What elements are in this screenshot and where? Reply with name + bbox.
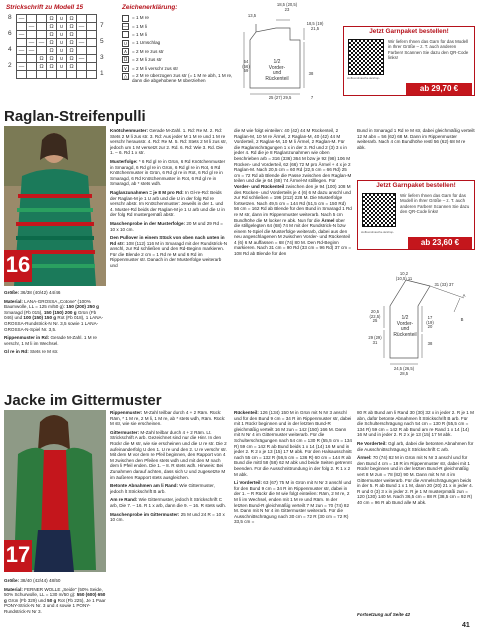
label: Re Vorderteil: <box>357 440 387 446</box>
legend-item <box>122 14 237 22</box>
chart-cell: ∪ <box>57 23 67 31</box>
legend-item <box>122 64 237 72</box>
chart-row-5: 5 <box>100 38 104 45</box>
label: Ärmel <box>321 217 335 223</box>
chart-cell <box>37 47 47 55</box>
price-badge-1[interactable]: ab 29,70 € <box>406 83 472 95</box>
chart-cell: Ω <box>67 23 77 31</box>
legend-symbol <box>122 31 129 38</box>
chart-cell <box>37 31 47 39</box>
text: 126 (134) 150 M in Grün mit N Nr 3 anschl und für den Bund 9 cm = 34 R im Rippenmuster str, dabei mit 1 Rückr beginnen und in der letzten Bund-R gleichmäßig verteilt 16 M zun = 142 (150) 166 M. Dann mit N Nr 4 im Gittermuster weiterarb. Für die Schulterschrägungen nach 54 cm = 130 R (55,5 cm = 134 R) 59 cm = 142 R ab Bund beids 1 x 14 (14) 16 M und in jeder 2. R 2 x je 13 (15) 17 M abk. Für den Halsausschnitt nach 55 cm = 132 R (56,5 cm = 136 R) 60 cm = 144 R ab Bund die mittl 58 (58) 62 M abk und beide Seiten getrennt beenden. Für die Ausschnittrundung in der folg 2. R 1 x 2 M abk. <box>234 410 352 477</box>
chart-cell <box>77 31 87 39</box>
chart-cell <box>17 23 27 31</box>
model16-heading: Raglan-Streifenpulli <box>4 108 146 125</box>
text: * 6 Rd gl re in Grün, 6 Rd Knötchenmuster in Smaragd, 6 Rd gl re in Grün, 6 Rd gl re in Rot, 6 Rd Knötchenmuster in Grün, 6 Rd gl re in Rot, 6 Rd gl re in Smaragd, 6 Rd Knötchenmuster in Rot, 6 Rd gl re in Smaragd, ab * stets wdh. <box>110 158 226 187</box>
schem2-side-l: 20,5 (22,5) 25 <box>369 309 381 324</box>
chart-cell: Ω <box>67 55 77 63</box>
model16-col3 <box>234 128 352 390</box>
model17-col4 <box>357 410 475 610</box>
order-text-2: Wir liefern Ihnen das Garn für das Modell in Ihrer Größe – z. T. auch anderen Farben! Scannen Sie dazu den QR-Code links! <box>400 193 470 214</box>
chart-cell <box>87 39 97 47</box>
label: Rückenteil: <box>234 410 259 415</box>
chart-row-1: 1 <box>100 70 104 77</box>
chart-cell: — <box>77 23 87 31</box>
chart-cell <box>27 63 37 71</box>
chart-cell: Ω <box>47 47 57 55</box>
chart-cell <box>77 15 87 23</box>
paragraph <box>110 235 228 269</box>
schem1-left-a: 13,5 <box>247 13 257 18</box>
schem1-center: 1/2 Vorder- und Rückenteil <box>265 59 289 82</box>
chart-cell: Ω <box>67 31 77 39</box>
paragraph <box>110 190 228 218</box>
label: Gittermuster: <box>110 429 140 435</box>
schem1-side-l: 54 (56) 59 <box>242 59 250 74</box>
text: die M wie folgt einteilen: 40 (42) 44 M Rückenteil, 2 Raglan-M, 10 M re Ärmel, 2 Raglan-M, 40 (42) 44 M Vorderteil, 2 Raglan-M, 10 M li Ärmel, 2 Raglan-M. Für die Raglanschrägungen 1 x in der 3. Rd und 2 (3) 3 x in jeder 4. Rd die je 8 Raglanzunahmen wie oben beschrieben arb = 316 (336) 364 M bzw je 92 (98) 106 M Rücken- und Vorderteil, 62 (66) 72 M pro Ärmel + 4 x je 2 Raglan-M. Nach 20,5 cm = 60 Rd (22,5 cm = 66 Rd) 25 cm = 72 Rd ab Blende die Passe zwischen den Raglan-M teilen und die je 64 (68) 74 Ärmel-M stilllegen. Für <box>234 128 352 184</box>
price-badge-2[interactable]: ab 23,60 € <box>408 237 472 249</box>
chart-cell <box>67 71 77 79</box>
schem1-bottom: 25 (27) 29,5 <box>268 95 292 100</box>
text: LANA-GROSSA „Cotone“ (100% Baumwolle, LL = 125 m/50 g): <box>4 298 91 310</box>
text: Wie Gittermuster, jedoch lt Strickschrift B arb. <box>110 483 215 494</box>
chart-cell: — <box>77 55 87 63</box>
legend-symbol: ∧ <box>123 49 128 56</box>
schem2-top-l: 10,2 (10,5) 11 <box>395 271 413 281</box>
chart-cell: — <box>27 47 37 55</box>
text: zwischen den je 94 (100) 108 M des Rücken- und Vorderteils je 4 (6) 6 M dazu anschl und zur Rd schließen = 196 (212) 228 M. Die Musterfolge fortsetzen. Nach 49,5 cm = 144 Rd (51,5 cm = 150 Rd) 56 cm = 162 Rd ab Blende für den Bund in Smaragd 1 Rd re M str, dann im Rippenmuster weiterarb. Nach 5 cm Bundhöhe die M locker re abk. Nun für die <box>234 183 352 223</box>
chart-cell <box>27 15 37 23</box>
text: Rot (Fb 225), Je 1 Paar PONY-Strick-N Nr. 3 und 4 sowie 1 PONY-Rundstrick-N Nr 3. <box>4 597 106 614</box>
chart-cell: Ω <box>47 15 57 23</box>
paragraph <box>110 128 228 156</box>
chart-cell <box>27 55 37 63</box>
legend-item <box>122 22 237 30</box>
legend-symbol: △ <box>123 73 128 80</box>
paragraph <box>357 128 475 150</box>
text: 80 R ab Bund am li Rand 30 (30) 32 x in jeder 2. R je 1 M abn, dafür betonte Abnahmen lt Strickschrift B arb. Für die Schulterschrägung nach 54 cm = 130 R (55,5 cm = 134 R) 59 cm = 142 R ab Bund am re Rand 1 x 14 (14) 16 M und in jeder 2. R 2 x je 13 (15) 17 M abk. <box>357 410 474 438</box>
schem2-bottom: 24,5 (26,5) 28,5 <box>393 366 415 376</box>
schem1-right: 18,5 (19) 21,5 <box>306 21 324 31</box>
text: Smaragd (Fb 015), <box>4 309 44 315</box>
schem1-arrow: 7 <box>310 95 314 100</box>
label: 550 (600) 650 g <box>4 592 106 603</box>
legend-text: = 1 Umschlag <box>132 40 161 46</box>
paragraph <box>110 483 228 494</box>
chart-cell: Ω <box>47 31 57 39</box>
legend-text: = 2 M li verschr zus str <box>132 65 179 71</box>
text: 20 M und 29 Rd = 10 x 10 cm. <box>110 220 223 232</box>
chart-cell: — <box>17 15 27 23</box>
knitting-chart <box>16 14 97 79</box>
schem1-side-r: 38 <box>308 71 314 76</box>
continuation-note: Fortsetzung auf Seite 42 <box>357 612 411 617</box>
model17-heading: Jacke im Gittermuster <box>4 392 162 409</box>
chart-cell: — <box>17 63 27 71</box>
text: Gerade M-Zahl. 1 M re verschr, 1 M li im Wechsel. <box>4 335 97 346</box>
page-number: 41 <box>462 622 470 629</box>
paragraph <box>4 290 106 296</box>
chart-cell <box>37 23 47 31</box>
chart-cell: Ω <box>67 63 77 71</box>
paragraph <box>110 159 228 187</box>
chart-cell: Ω <box>47 39 57 47</box>
schem2-side-r-a: 17 (19) 20 <box>426 315 434 330</box>
paragraph <box>4 335 106 346</box>
text: 63 (67) 75 M in Grün mit N Nr 3 anschl und für den Bund 9 cm = 34 R im Rippenmuster str, dabei in der 1. – R Rückr die M wie folgt einteilen: Räm, 2 M re, 2 M li im Wechsel, enden mit 1 M re und Räm. In der letzten Bund-R gleichmäßig verteilt 7 M zun = 70 (74) 82 M. Dann mit N Nr 4 im Gittermuster weiterarb. Für die Ausschnittschrägung nach 30 cm = 72 R (30 cm = 72 R) 33,5 cm = <box>234 480 352 525</box>
text: In Gl-re-Rd: Beids der Raglan-M je 1 U arb und die U in der folg Rd re verschr abstr. Im Knötchenmuster: Jeweils in der 1. und 4. Muster-Rd beids der Raglan-M je 1 U arb und die U in der folg Rd mustergemäß abstr. <box>110 189 225 218</box>
chart-cell <box>37 71 47 79</box>
paragraph <box>4 349 106 355</box>
chart-cell: Ω <box>67 15 77 23</box>
chart-cell: ∪ <box>57 15 67 23</box>
label: Größe: <box>4 578 20 583</box>
order-url-1[interactable]: stoffeundmasche.de/shop- <box>347 76 380 80</box>
label: Material: <box>4 298 23 304</box>
paragraph <box>4 578 106 584</box>
chart-cell <box>27 31 37 39</box>
schem2-center: 1/2 Vorder- und Rückenteil <box>393 315 417 338</box>
text: Grün (Fb 329) und <box>6 597 48 603</box>
text: Stets re M str. <box>28 349 59 355</box>
chart-cell: ∪ <box>57 63 67 71</box>
order-url-2[interactable]: stoffeundmasche.de/shop- <box>361 230 394 234</box>
chart-cell <box>87 55 97 63</box>
legend-text: = 2 M re zus str <box>132 48 164 54</box>
model17-info <box>4 578 106 640</box>
chart-cell <box>87 31 97 39</box>
text: Wie Gittermuster, jedoch lt Strickschrift C arb, Die 7. – 16. R 1 x arb, dann die 9. – 16. R stets wdh. <box>110 497 226 508</box>
chart-cell: ∪ <box>57 55 67 63</box>
paragraph <box>234 410 352 477</box>
legend-item <box>122 47 237 55</box>
text: 70 (74) 82 M in Grün mit N Nr 3 anschl und für den Bund 4 cm = 18 R im Rippenmuster str, dabei mit 1 Rückr beginnen und in der letzten Bund-R gleichmäßig vert 8 M zun = 78 (82) 90 M. Dann mit N Nr 4 im Gittermuster weiterarb. Für die Armelschrägungen beids in der 5. R ab Bund 1 x 1 M, dann 20 (20) 21 x in jeder 4. R und 0 (3) 3 x in jeder 2. R je 1 M musterpmäßi zun = 120 (130) 140 M. Nach 36,5 cm = 88 R (38,5 cm = 92 R) 40 cm = 96 R ab Bund alle M abk. <box>357 455 473 505</box>
paragraph <box>110 512 228 523</box>
label: Gl re in Rd: <box>4 349 29 355</box>
label: Rippenmuster in Rd: <box>4 335 50 341</box>
model17-col3 <box>234 410 352 636</box>
chart-cell <box>77 71 87 79</box>
chart-cell: Ω <box>37 63 47 71</box>
schem1-top: 18,5 (20,5) 23 <box>276 2 298 12</box>
text: M-Zahl teilbar durch 4 + 2 Räm. Lt. Strickschrift A arb. Gezeichnet sind nur die Hinr. In den Rückr die M str, wie sie erscheinen und die U re str. Die 2 aufeinanderfolg U den 1. U re und den 2. U re verschr str. Mit dem M vor dem re Pfeil beginnen, den Rapport von 4 M zwischen den Pfeilen stets wdh und mit den M nach dem li Pfeil enden. Die 1. – 8. R stets wdh. Hinweis: Bei Zunahmen darauf achten, dass sich U und zugesetzte M im äußeren Rapport stets ausgleichen. <box>110 429 227 480</box>
paragraph <box>357 410 475 438</box>
chart-row-8: 8 <box>8 14 12 21</box>
label: Maschenprobe in der Musterfolge: <box>110 220 186 226</box>
legend-text: = 2 M li zus str <box>132 57 162 63</box>
model16-col4 <box>357 128 475 178</box>
text: 25 M und 24 R = 10 x 10 cm. <box>110 511 225 523</box>
chart-row-2: 2 <box>8 62 12 69</box>
chart-cell: — <box>17 31 27 39</box>
chart-cell: ∪ <box>57 39 67 47</box>
legend-symbol <box>122 15 129 22</box>
paragraph <box>110 410 228 427</box>
paragraph <box>110 497 228 508</box>
legend-item <box>122 73 237 84</box>
text: 38/40 (42/44) 48/50 <box>19 578 61 583</box>
chart-cell: Ω <box>47 23 57 31</box>
legend-title: Zeichenerklärung: <box>122 4 178 11</box>
chart-cell: — <box>27 39 37 47</box>
chart-cell <box>77 47 87 55</box>
text: Rot (Fb 018), 1 LANA-GROSSA-Rundstrick-N Nr. 3,5 sowie 1 LANA-GROSSA-N-Spiel Nr. 3,5. <box>4 315 104 332</box>
chart-cell: ∪ <box>57 31 67 39</box>
schem2-a: A <box>462 293 466 298</box>
text: M-Zahl teilbar durch 4 + 2 Räm. Rück: Räm, * 1 M re, 2 M li, 1 M re, ab * stets wdh, Räm. Rück: M str, wie sie erscheinen. <box>110 410 226 427</box>
label: Musterfolge: <box>110 158 138 164</box>
label: Maschenprobe im Gittermuster: <box>110 511 180 517</box>
schem2-top-r: 31 (33) 37 <box>434 282 454 287</box>
legend-item <box>122 39 237 47</box>
label: Am re Rand: <box>110 497 138 503</box>
yarn-order-box-1[interactable] <box>343 26 475 96</box>
chart-cell <box>17 55 27 63</box>
qr-code-icon[interactable] <box>362 193 396 227</box>
chart-cell: Ω <box>67 47 77 55</box>
label: Betonte Abnahmen am li Rand: <box>110 483 178 489</box>
legend-symbol: ∨ <box>123 65 128 72</box>
paragraph <box>4 587 106 615</box>
legend-item <box>122 56 237 64</box>
chart-cell <box>57 71 67 79</box>
text: Ggl arb, dabei die betonten Abnahmen für die Ausschnittschrägung lt Strickschrift C arb. <box>357 440 474 452</box>
label: 50 g <box>47 597 57 603</box>
schem2-side-l2: 29 (29) 31 <box>368 335 382 345</box>
chart-cell <box>87 71 97 79</box>
legend <box>122 4 237 84</box>
chart-cell: — <box>37 39 47 47</box>
order-text-1: Wir liefern Ihnen das Garn für das Modell in Ihrer Größe – z. T. auch anderen Farben! Scannen Sie dazu den QR-Code links! <box>388 39 469 60</box>
order-title-1: Jetzt Garnpaket bestellen! <box>344 27 474 37</box>
legend-symbol: — <box>123 23 128 30</box>
chart-cell <box>47 71 57 79</box>
paragraph <box>357 455 475 505</box>
chart-row-4: 4 <box>8 46 12 53</box>
qr-code-icon[interactable] <box>348 39 384 75</box>
paragraph <box>4 299 106 333</box>
legend-item <box>122 31 237 39</box>
paragraph <box>110 221 228 232</box>
paragraph <box>357 441 475 452</box>
chart-cell: — <box>77 39 87 47</box>
label: Ärmel: <box>357 455 372 461</box>
chart-cell <box>87 47 97 55</box>
schem2-b: B <box>460 317 464 322</box>
chart-cell <box>87 15 97 23</box>
chart-row-6: 6 <box>8 30 12 37</box>
label: Knötchenmuster: <box>110 128 149 133</box>
label: Rippenmuster: <box>110 410 143 415</box>
model17-col2 <box>110 410 228 636</box>
label: 150 (150) 200 g <box>43 309 77 315</box>
chart-cell: ∪ <box>57 47 67 55</box>
chart-row-3: 3 <box>100 54 104 61</box>
order-title-2: Jetzt Garnpaket bestellen! <box>358 181 474 191</box>
paragraph <box>234 480 352 525</box>
chart-cell: — <box>27 23 37 31</box>
label: Vorder- und Rückenteil <box>234 183 285 189</box>
legend-text: = 1 M li <box>132 23 147 29</box>
legend-text: = 1 M li <box>132 31 147 37</box>
model17-number: 17 <box>4 540 32 572</box>
label: Den Pullover in einem Stück von oben nach unten in Rd str: <box>110 235 225 246</box>
chart-cell: Ω <box>37 55 47 63</box>
label: 100 (150) 150 g <box>23 315 57 321</box>
chart-title: Strickschrift zu Modell 15 <box>6 4 84 11</box>
chart-row-7: 7 <box>100 22 104 29</box>
text: Bund in Smaragd 1 Rd re M str, dabei gleichmäßig verteilt 12 M abn = 56 (62) 68 M. Dann im Rippenmuster weiterarb. Nach 4 cm Bundhöhe restl 56 (62) 68 M re abk. <box>357 128 475 150</box>
label: Li Vorderteil: <box>234 480 262 486</box>
text: Grün (Fb 046) und <box>4 309 97 321</box>
text: Gerade M-Zahl. 1. Rd: Re M. 2. Rd: Stets 2 M li zus str. 3. Rd: Aus jeder M 1 M re und 1 M re verschr herausstr. 4. Rd: Re M. 5. Rd: Stets 2 M li zus str, jedoch um 1 M versetzt zur 2. Rd. 6. Rd: Wie 3. Rd. Die 1. – 6. Rd 1 x str. <box>110 128 227 156</box>
yarn-order-box-2[interactable] <box>357 180 475 250</box>
text: über die stillgelegten 64 (68) 74 M mit der Rundstrick-N bzw einem N-Spiel die Musterfolge weiterarb, dabei aus den neu angeschlagenen M zwischen Vorder- und Rückenteil 4 (6) 6 M auffassen = 68 (74) 80 M. Den Rd-Beginn markieren. Nach 31 cm = 90 Rd (33 cm = 96 Rd) 37 cm = 108 Rd ab Blende für den <box>234 217 352 257</box>
chart-cell <box>17 71 27 79</box>
legend-text: = 1 M re <box>132 15 149 21</box>
label: 150 (200) 250 g <box>66 304 99 310</box>
chart-cell: — <box>17 47 27 55</box>
paragraph <box>234 128 352 257</box>
model16-col2 <box>110 128 228 390</box>
chart-cell <box>77 63 87 71</box>
chart-cell: Ω <box>47 55 57 63</box>
chart-cell: Ω <box>67 39 77 47</box>
text: FERNER WOLLE „Seide“ (50% Seide, 50% Schurwolle, LL = 130 m/50 g): <box>4 586 103 598</box>
legend-symbol: Ω <box>123 57 128 64</box>
chart-cell <box>27 71 37 79</box>
model16-number: 16 <box>4 250 32 282</box>
label: Raglanzunahmen = je 8 M pro Rd: <box>110 189 184 195</box>
schem2-side-r-b: 38 <box>427 341 433 346</box>
label: Größe: <box>4 290 20 295</box>
legend-text: = 2 M re überzogen zus str (= 1 M re abh, 1 M re, dann die abgehobene M überziehen <box>132 72 233 84</box>
chart-cell <box>87 23 97 31</box>
legend-symbol: ∪ <box>123 40 128 47</box>
chart-cell <box>17 39 27 47</box>
paragraph <box>110 430 228 480</box>
chart-cell: Ω <box>47 63 57 71</box>
text: 108 (112) 116 M in Smaragd mit der Rundstrick-N anschl, zur Rd schließen und den Rd-Beginn markieren. Für die Blende 2 cm = 1 Rd re M und 6 Rd im Rippenmuster str. Danach in der Musterfolge weiterarb und <box>110 240 228 269</box>
chart-cell <box>87 63 97 71</box>
label: Material: <box>4 586 23 592</box>
chart-cell <box>37 15 47 23</box>
text: 36/38 (40/42) 44/46 <box>19 290 61 295</box>
